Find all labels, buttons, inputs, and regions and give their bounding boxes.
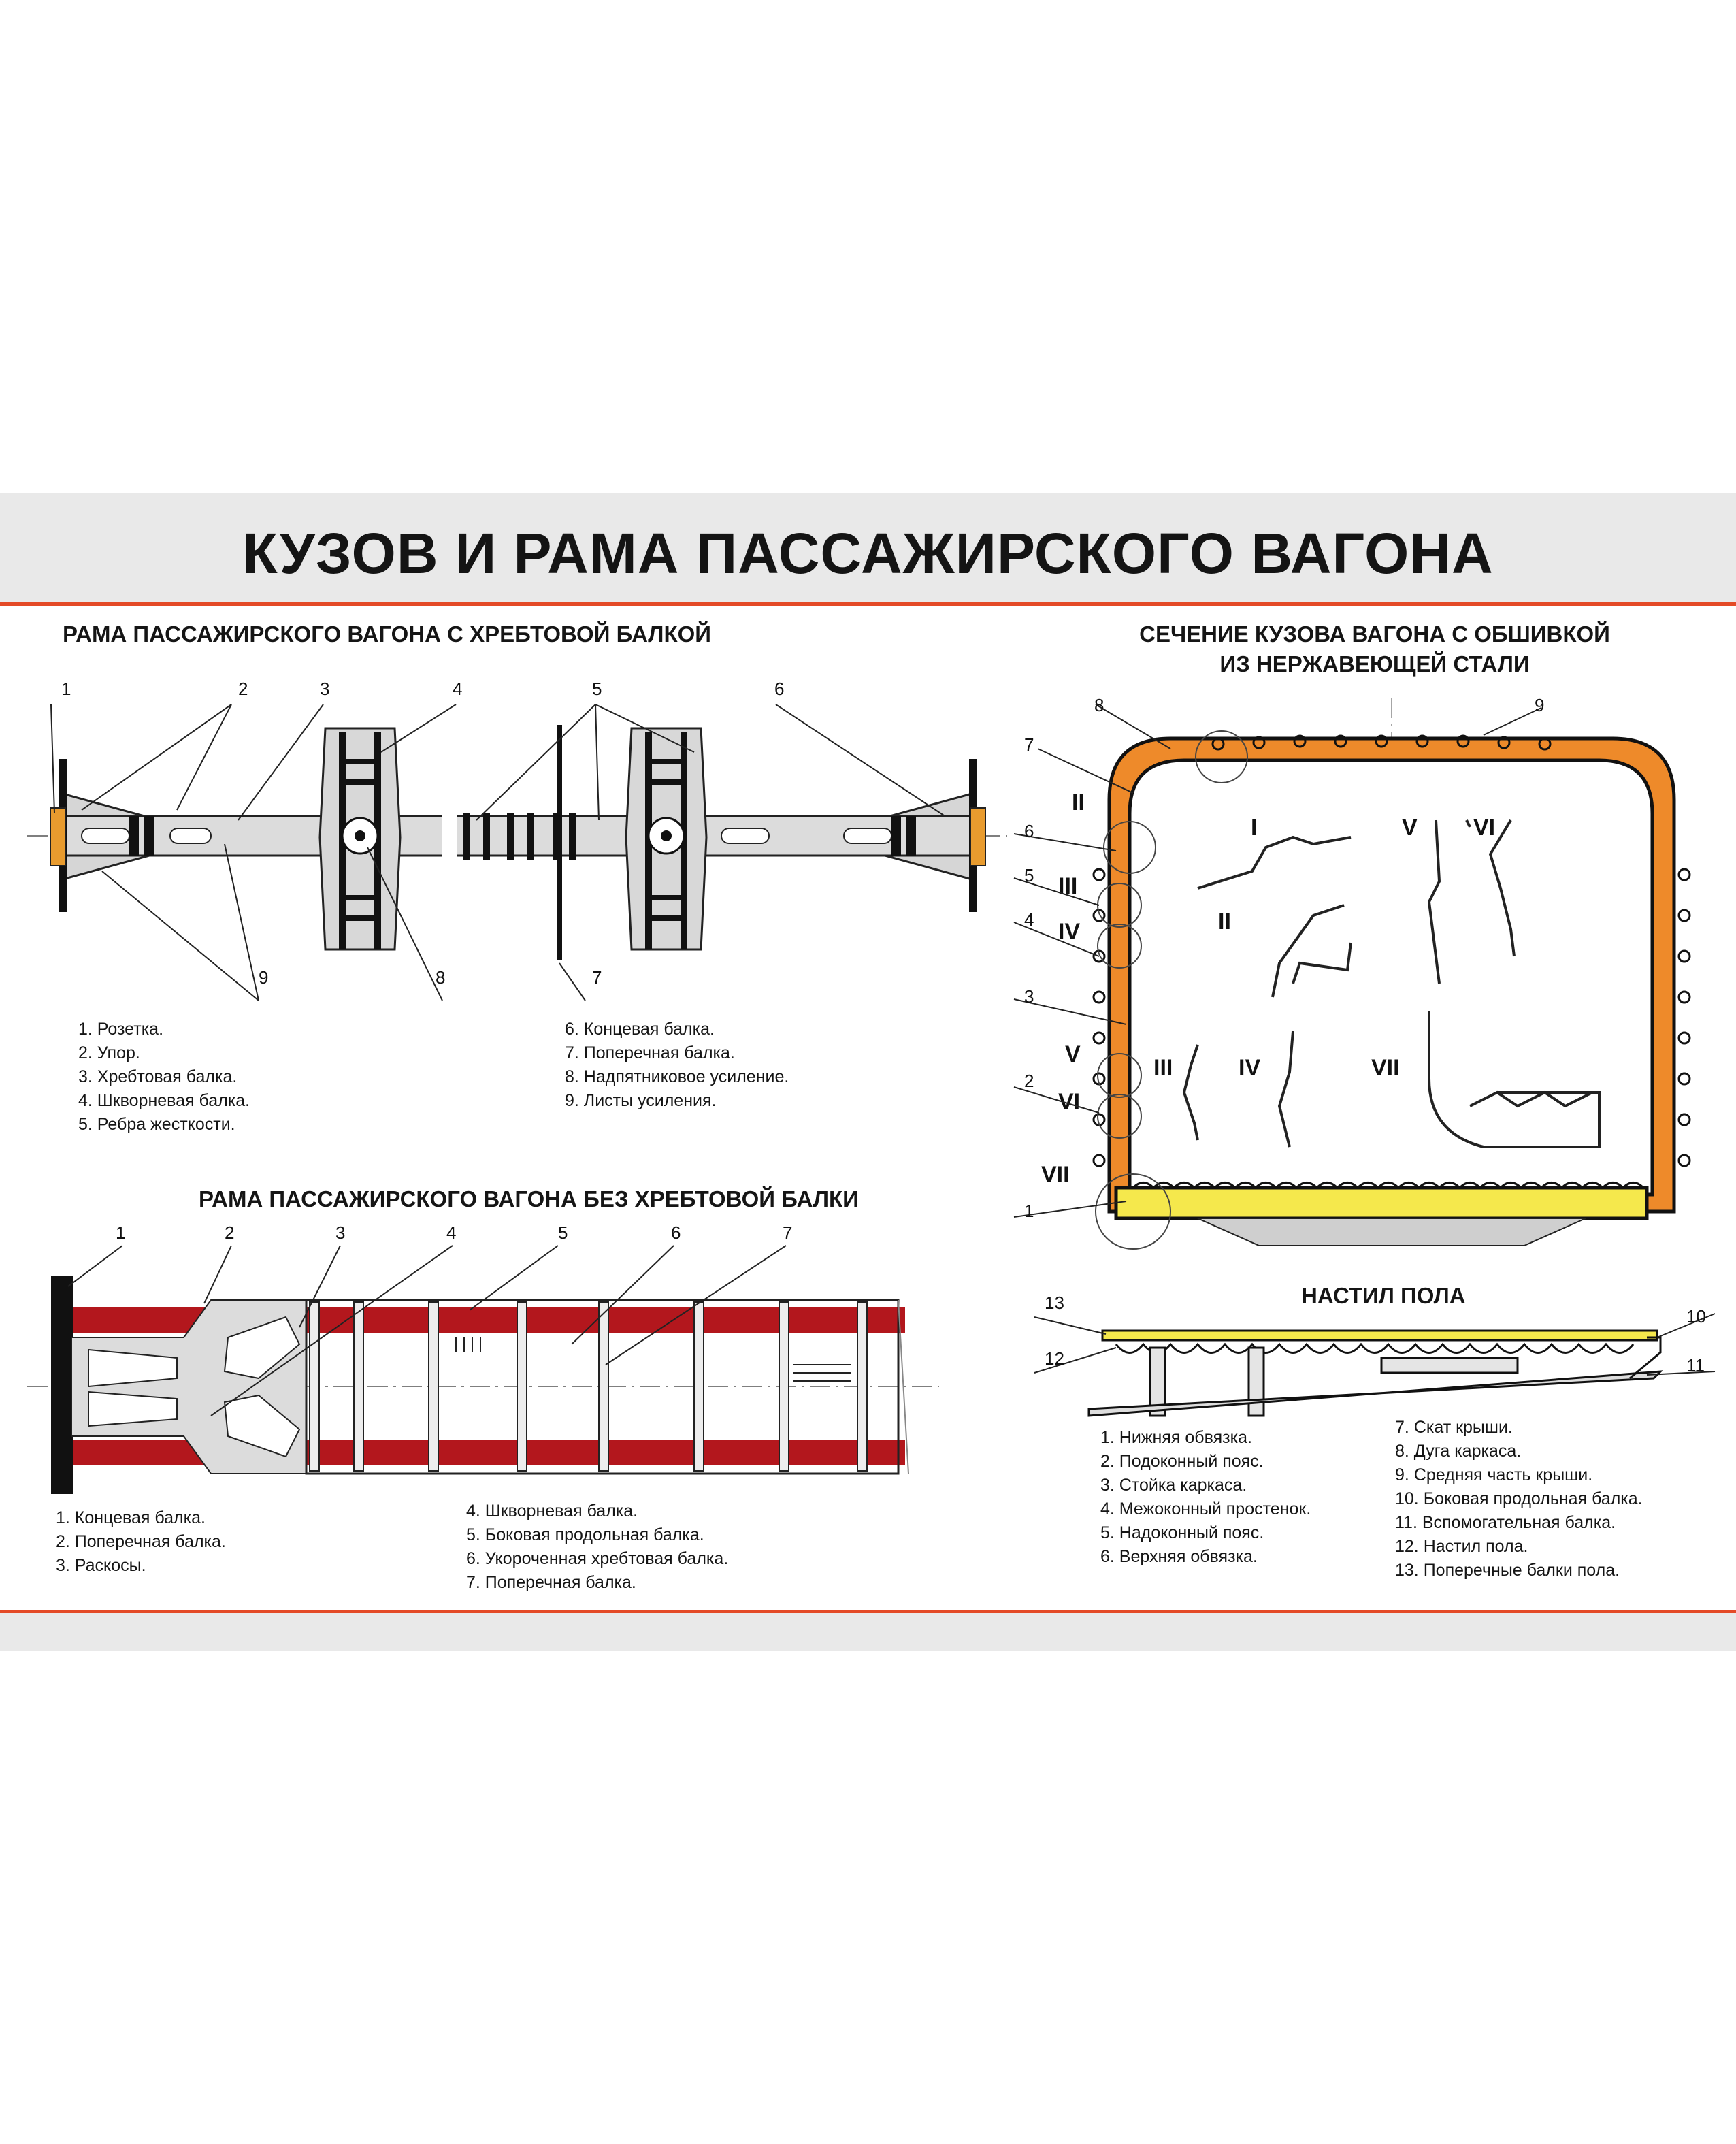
roman-side-VI: VI xyxy=(1058,1089,1081,1115)
floor-deck xyxy=(1102,1331,1657,1340)
legend-item: 3. Хребтовая балка. xyxy=(78,1067,238,1086)
roman-side-III: III xyxy=(1058,873,1078,899)
callout-1: 1 xyxy=(116,1222,126,1243)
legend-item: 7. Поперечная балка. xyxy=(565,1043,735,1062)
roman-detail-III: III xyxy=(1153,1055,1173,1081)
legend-item: 5. Ребра жесткости. xyxy=(78,1115,235,1134)
callout-7: 7 xyxy=(783,1222,793,1243)
underframe xyxy=(1198,1218,1586,1246)
callout-1: 1 xyxy=(61,679,71,699)
body-floor xyxy=(1116,1188,1647,1218)
legend-item: 2. Упор. xyxy=(78,1043,140,1062)
legend-item: 6. Укороченная хребтовая балка. xyxy=(466,1549,729,1568)
legend-item: 3. Стойка каркаса. xyxy=(1100,1476,1247,1495)
floor-heading: НАСТИЛ ПОЛА xyxy=(1301,1283,1466,1308)
footer-band xyxy=(0,1613,1736,1651)
callout-6: 6 xyxy=(671,1222,681,1243)
callout-9: 9 xyxy=(1535,695,1545,715)
body-section-heading-1: СЕЧЕНИЕ КУЗОВА ВАГОНА С ОБШИВКОЙ xyxy=(1139,621,1610,647)
legend-item: 10. Боковая продольная балка. xyxy=(1395,1489,1643,1508)
legend-frame-without-spine-left xyxy=(56,1506,226,1578)
poster xyxy=(0,493,1736,1651)
callout-13: 13 xyxy=(1045,1293,1064,1313)
callout-6: 6 xyxy=(1024,821,1034,841)
legend-item: 3. Раскосы. xyxy=(56,1556,146,1575)
body-section-diagram xyxy=(0,493,1736,1514)
callout-4: 4 xyxy=(446,1222,457,1243)
callout-3: 3 xyxy=(335,1222,346,1243)
legend-body-left xyxy=(1100,1426,1311,1569)
legend-item: 1. Нижняя обвязка. xyxy=(1100,1428,1252,1447)
legend-item: 6. Верхняя обвязка. xyxy=(1100,1547,1258,1566)
callout-6: 6 xyxy=(774,679,785,699)
callout-5: 5 xyxy=(592,679,602,699)
callout-7: 7 xyxy=(592,967,602,988)
legend-item: 4. Шкворневая балка. xyxy=(466,1501,638,1521)
roman-detail-VII: VII xyxy=(1371,1055,1400,1081)
callout-4: 4 xyxy=(1024,909,1034,930)
legend-item: 12. Настил пола. xyxy=(1395,1537,1528,1556)
legend-item: 13. Поперечные балки пола. xyxy=(1395,1561,1620,1580)
floor-channel xyxy=(1381,1358,1518,1373)
legend-body-right xyxy=(1395,1416,1643,1582)
callout-5: 5 xyxy=(558,1222,568,1243)
legend-item: 7. Поперечная балка. xyxy=(466,1573,636,1592)
roman-detail-V: V xyxy=(1402,815,1418,841)
roman-side-IV: IV xyxy=(1058,919,1081,945)
callout-7: 7 xyxy=(1024,734,1034,755)
callout-12: 12 xyxy=(1045,1348,1064,1369)
floor-lower-beam xyxy=(1089,1371,1660,1416)
callout-9: 9 xyxy=(259,967,269,988)
callout-2: 2 xyxy=(1024,1071,1034,1091)
legend-item: 5. Боковая продольная балка. xyxy=(466,1525,704,1544)
callout-3: 3 xyxy=(320,679,330,699)
roman-side-II: II xyxy=(1072,790,1085,815)
legend-item: 1. Розетка. xyxy=(78,1020,164,1039)
frame-without-spine-heading: РАМА ПАССАЖИРСКОГО ВАГОНА БЕЗ ХРЕБТОВОЙ БАЛКИ xyxy=(199,1186,859,1212)
callout-8: 8 xyxy=(436,967,446,988)
legend-item: 9. Листы усиления. xyxy=(565,1091,717,1110)
roman-detail-I: I xyxy=(1251,815,1258,841)
callout-3: 3 xyxy=(1024,986,1034,1007)
roman-side-V: V xyxy=(1065,1041,1081,1067)
callout-2: 2 xyxy=(238,679,248,699)
legend-item: 6. Концевая балка. xyxy=(565,1020,715,1039)
roman-side-labels xyxy=(1041,790,1085,1188)
roman-side-VII: VII xyxy=(1041,1162,1070,1188)
legend-item: 4. Межоконный простенок. xyxy=(1100,1499,1311,1518)
callout-5: 5 xyxy=(1024,865,1034,886)
leader-lines xyxy=(1034,1314,1715,1375)
callout-8: 8 xyxy=(1094,695,1104,715)
roman-detail-IV: IV xyxy=(1239,1055,1261,1081)
legend-item: 4. Шкворневая балка. xyxy=(78,1091,250,1110)
callout-11: 11 xyxy=(1686,1355,1705,1376)
frame-with-spine-heading: РАМА ПАССАЖИРСКОГО ВАГОНА С ХРЕБТОВОЙ БАЛКОЙ xyxy=(63,621,711,647)
page-title: КУЗОВ И РАМА ПАССАЖИРСКОГО ВАГОНА xyxy=(242,521,1494,585)
floor-corrugation xyxy=(1116,1344,1633,1353)
floor-cross-beam xyxy=(1249,1348,1264,1416)
body-interior xyxy=(1130,760,1652,1195)
body-section-heading-2: ИЗ НЕРЖАВЕЮЩЕЙ СТАЛИ xyxy=(1219,651,1530,677)
legend-item: 2. Поперечная балка. xyxy=(56,1532,226,1551)
legend-item: 5. Надоконный пояс. xyxy=(1100,1523,1264,1542)
legend-item: 11. Вспомогательная балка. xyxy=(1395,1513,1616,1532)
legend-item: 7. Скат крыши. xyxy=(1395,1418,1513,1437)
callout-10: 10 xyxy=(1686,1306,1706,1327)
legend-item: 8. Надпятниковое усиление. xyxy=(565,1067,789,1086)
roman-detail-II: II xyxy=(1218,909,1231,935)
callout-1: 1 xyxy=(1024,1201,1034,1221)
legend-item: 8. Дуга каркаса. xyxy=(1395,1442,1522,1461)
legend-item: 1. Концевая балка. xyxy=(56,1508,206,1527)
callout-2: 2 xyxy=(225,1222,235,1243)
roman-detail-VI: VI xyxy=(1473,815,1496,841)
legend-item: 2. Подоконный пояс. xyxy=(1100,1452,1264,1471)
callout-4: 4 xyxy=(453,679,463,699)
legend-item: 9. Средняя часть крыши. xyxy=(1395,1465,1593,1484)
